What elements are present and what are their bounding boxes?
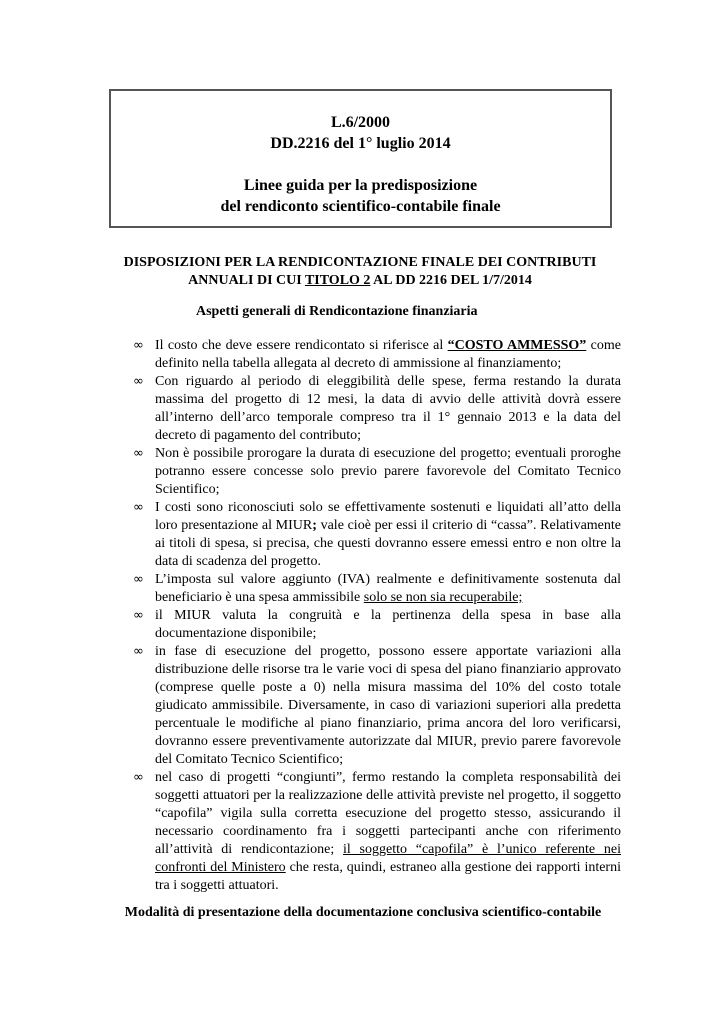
infinity-bullet-icon: ∞ — [133, 500, 144, 515]
infinity-bullet-icon: ∞ — [133, 644, 144, 659]
presentation-modality-heading: Modalità di presentazione della documentazione conclusiva scientifico-contabile — [124, 905, 602, 920]
title-guidelines-line2: del rendiconto scientifico-contabile finale — [220, 198, 501, 215]
list-item-text: il MIUR valuta la congruità e la pertinenza della spesa in base alla documentazione disponibile; — [155, 608, 621, 641]
list-item-text: I costi sono riconosciuti solo se effettivamente sostenuti e liquidati all’atto della loro presentazione al MIUR — [155, 500, 621, 533]
heading-underlined-title: TITOLO 2 — [304, 273, 371, 288]
bullet-list — [133, 337, 621, 895]
infinity-bullet-icon: ∞ — [133, 446, 144, 461]
list-item — [133, 373, 621, 445]
list-item — [133, 499, 621, 571]
list-item-text: in fase di esecuzione del progetto, possono essere apportate variazioni alla distribuzione delle risorse tra le varie voci di spesa del piano finanziario approvato (comprese quelle poste a 0) nella misura massima del 10% del costo totale giudicato ammissibile. Diversamente, in caso di variazioni superiori alla predetta percentuale le modifiche al piano finanziario, prima ancora del loro verificarsi, dovranno essere preventivamente autorizzate dal MIUR, previo parere favorevole del Comitato Tecnico Scientifico; — [155, 644, 621, 767]
infinity-bullet-icon: ∞ — [133, 338, 144, 353]
title-law: L.6/2000 — [330, 114, 391, 131]
section-heading-line2 — [80, 272, 640, 290]
list-item-text: Il costo che deve essere rendicontato si riferisce al — [155, 338, 448, 353]
infinity-bullet-icon: ∞ — [133, 608, 144, 623]
infinity-bullet-icon: ∞ — [133, 572, 144, 587]
section-heading — [80, 254, 640, 290]
title-decree: DD.2216 del 1° luglio 2014 — [270, 135, 451, 152]
title-guidelines-line1: Linee guida per la predisposizione — [243, 177, 478, 194]
title-box — [109, 89, 612, 228]
list-item-text: come definito nella tabella allegata al decreto di ammissione al finanziamento; — [155, 338, 621, 371]
bold-semicolon: ; — [312, 518, 317, 533]
list-item — [133, 571, 621, 607]
list-item — [133, 607, 621, 643]
list-item-text: L’imposta sul valore aggiunto (IVA) realmente e definitivamente sostenuta dal beneficiario è una spesa ammissibile — [155, 572, 621, 605]
list-item-text: che resta, quindi, estraneo alla gestione dei rapporti interni tra i soggetti attuatori. — [155, 860, 621, 893]
list-item — [133, 445, 621, 499]
list-item — [133, 643, 621, 769]
list-item — [133, 337, 621, 373]
heading-text-pre: ANNUALI DI CUI — [188, 273, 305, 288]
heading-text-post: AL DD 2216 DEL 1/7/2014 — [370, 273, 532, 288]
list-item-text: vale cioè per essi il criterio di “cassa”. Relativamente ai titoli di spesa, si precisa, che questi dovranno essere emessi entro e non oltre la data di scadenza del progetto. — [155, 518, 621, 569]
infinity-bullet-icon: ∞ — [133, 374, 144, 389]
list-item — [133, 769, 621, 895]
underlined-text: solo se non sia recuperabile; — [363, 590, 523, 605]
list-item-text: Con riguardo al periodo di eleggibilità delle spese, ferma restando la durata massima del progetto di 12 mesi, la data di avvio delle attività dovrà essere all’interno dell’arco temporale compreso tra il 1° gennaio 2013 e la data del decreto di pagamento del contributo; — [155, 374, 621, 443]
infinity-bullet-icon: ∞ — [133, 770, 144, 785]
costo-ammesso-emphasis: “COSTO AMMESSO” — [447, 338, 587, 353]
list-item-text: nel caso di progetti “congiunti”, fermo restando la completa responsabilità dei soggetti attuatori per la realizzazione delle attività previste nel progetto, il soggetto “capofila” vigila sulla corretta esecuzione del progetto stesso, assicurando il necessario coordinamento fra i soggetti partecipanti anche con riferimento all’attività di rendicontazione; — [155, 770, 621, 857]
section-heading-line1: DISPOSIZIONI PER LA RENDICONTAZIONE FINALE DEI CONTRIBUTI — [123, 255, 597, 270]
underlined-text: il soggetto “capofila” è l’unico referente nei confronti del Ministero — [155, 842, 621, 875]
list-item-text: Non è possibile prorogare la durata di esecuzione del progetto; eventuali proroghe potranno essere concesse solo previo parere favorevole del Comitato Tecnico Scientifico; — [155, 446, 621, 497]
sub-heading: Aspetti generali di Rendicontazione finanziaria — [196, 304, 478, 319]
